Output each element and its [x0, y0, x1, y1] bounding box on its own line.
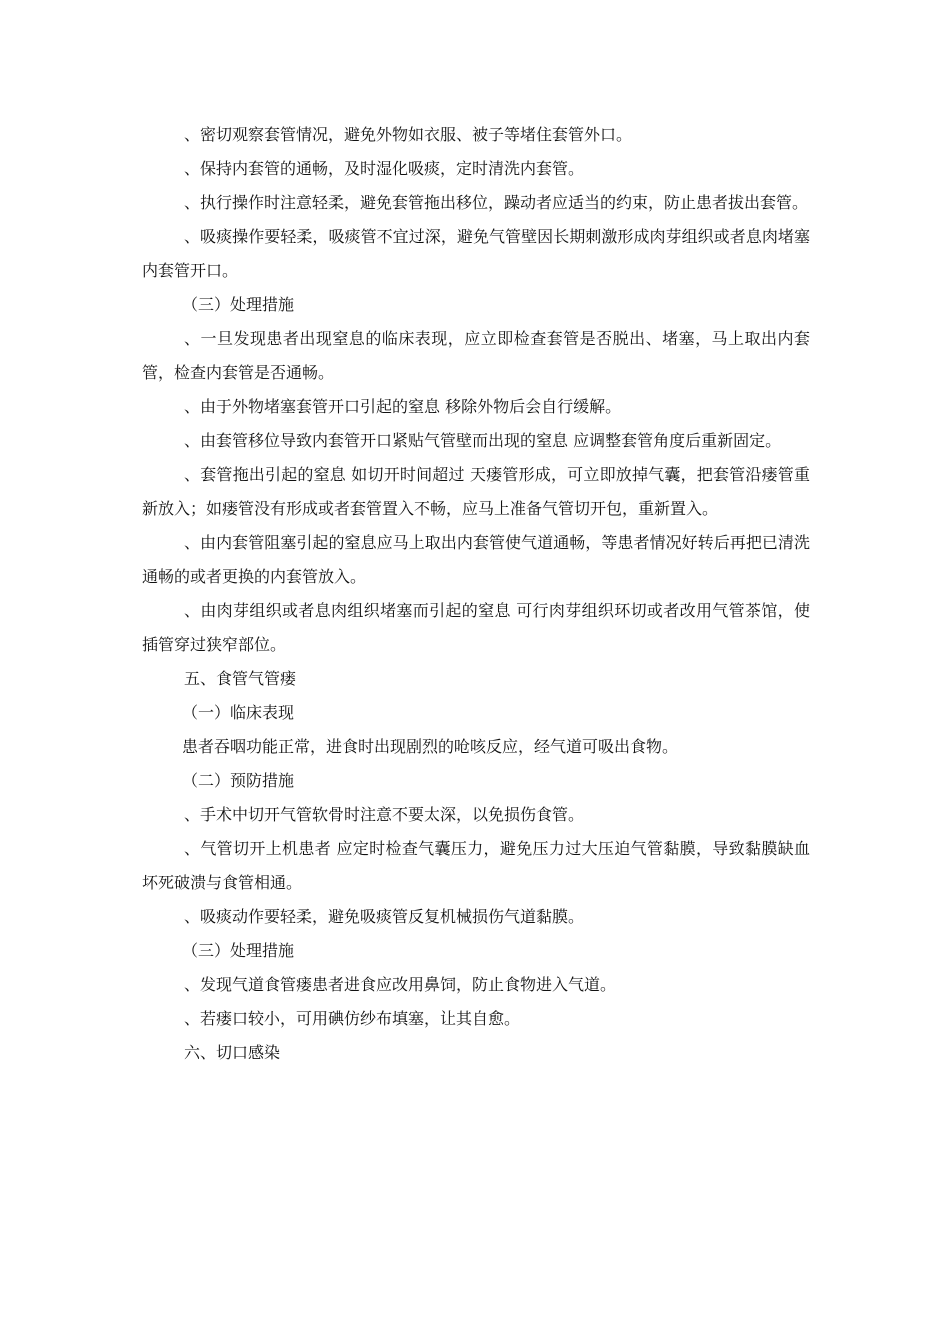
- section-heading-tracheoesophageal-fistula: 五、食管气管瘘: [184, 669, 297, 688]
- paragraph-11: 、由肉芽组织或者息肉组织堵塞而引起的窒息 可行肉芽组织环切或者改用气管茶馆，使插管穿过狭窄部位。: [142, 601, 810, 654]
- paragraph-7: 、由于外物堵塞套管开口引起的窒息 移除外物后会自行缓解。: [184, 397, 622, 416]
- paragraph-18: 、吸痰动作要轻柔，避免吸痰管反复机械损伤气道黏膜。: [184, 907, 585, 926]
- paragraph-20: 、发现气道食管瘘患者进食应改用鼻饲，防止食物进入气道。: [184, 975, 617, 994]
- section-heading-clinical: （一）临床表现: [182, 703, 295, 722]
- section-heading-prevention: （二）预防措施: [182, 771, 295, 790]
- section-heading-handling-1: （三）处理措施: [182, 295, 295, 314]
- paragraph-4: 、吸痰操作要轻柔，吸痰管不宜过深，避免气管壁因长期刺激形成肉芽组织或者息肉堵塞内套管开口。: [142, 227, 810, 280]
- paragraph-3: 、执行操作时注意轻柔，避免套管拖出移位，躁动者应适当的约束，防止患者拔出套管。: [184, 193, 809, 212]
- section-heading-handling-2: （三）处理措施: [182, 941, 295, 960]
- paragraph-10: 、由内套管阻塞引起的窒息应马上取出内套管使气道通畅，等患者情况好转后再把已清洗通畅的或者更换的内套管放入。: [142, 533, 810, 586]
- paragraph-6: 、一旦发现患者出现窒息的临床表现，应立即检查套管是否脱出、堵塞，马上取出内套管，检查内套管是否通畅。: [142, 329, 810, 382]
- document-body: [142, 118, 810, 1070]
- paragraph-14: 患者吞咽功能正常，进食时出现剧烈的呛咳反应，经气道可吸出食物。: [182, 737, 679, 756]
- paragraph-1: 、密切观察套管情况，避免外物如衣服、被子等堵住套管外口。: [184, 125, 633, 144]
- paragraph-16: 、手术中切开气管软骨时注意不要太深，以免损伤食管。: [184, 805, 585, 824]
- paragraph-9: 、套管拖出引起的窒息 如切开时间超过 天瘘管形成，可立即放掉气囊，把套管沿瘘管重新放入；如瘘管没有形成或者套管置入不畅，应马上准备气管切开包，重新置入。: [142, 465, 810, 518]
- paragraph-2: 、保持内套管的通畅，及时湿化吸痰，定时清洗内套管。: [184, 159, 585, 178]
- paragraph-8: 、由套管移位导致内套管开口紧贴气管壁而出现的窒息 应调整套管角度后重新固定。: [184, 431, 782, 450]
- section-heading-incision-infection: 六、切口感染: [184, 1043, 281, 1062]
- paragraph-17: 、气管切开上机患者 应定时检查气囊压力，避免压力过大压迫气管黏膜，导致黏膜缺血坏死破溃与食管相通。: [142, 839, 810, 892]
- paragraph-21: 、若瘘口较小，可用碘仿纱布填塞，让其自愈。: [184, 1009, 521, 1028]
